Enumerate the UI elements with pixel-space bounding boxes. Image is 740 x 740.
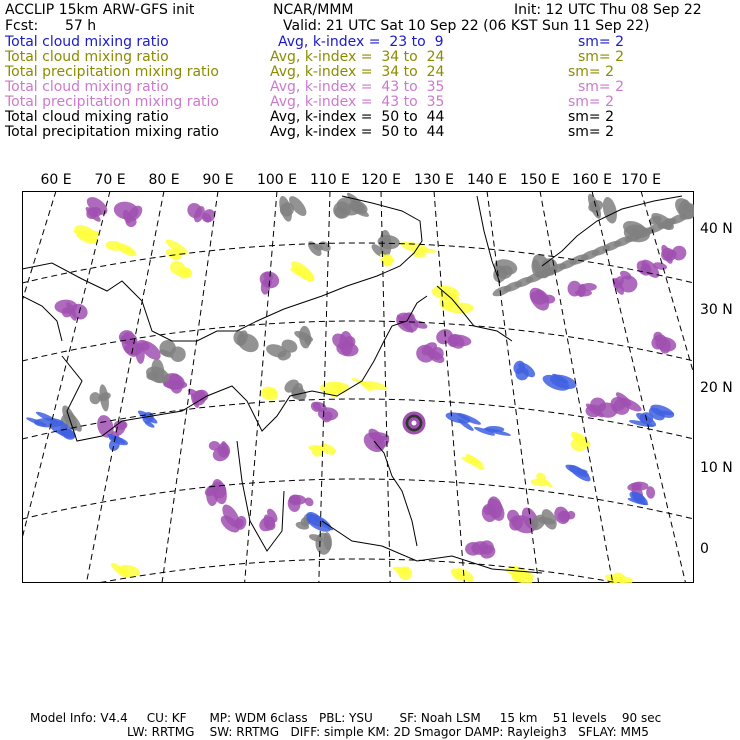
legend-smoothing: sm= 2	[568, 109, 615, 125]
model-title: ACCLIP 15km ARW-GFS init	[5, 2, 195, 18]
typhoon-marker	[404, 413, 424, 433]
legend-smoothing: sm= 2	[578, 49, 625, 65]
latitude-tick-label: 30 N	[700, 302, 733, 318]
longitude-tick-label: 170 E	[620, 172, 662, 188]
legend-range: Avg, k-index = 34 to 24	[270, 49, 445, 65]
legend-range: Avg, k-index = 34 to 24	[270, 64, 445, 80]
legend-smoothing: sm= 2	[578, 79, 625, 95]
legend-smoothing: sm= 2	[568, 64, 615, 80]
longitude-tick-label: 120 E	[360, 172, 402, 188]
legend-range: Avg, k-index = 43 to 35	[270, 79, 445, 95]
legend-smoothing: sm= 2	[568, 124, 615, 140]
longitude-tick-label: 110 E	[309, 172, 351, 188]
forecast-hours: 57 h	[65, 18, 97, 34]
init-time: Init: 12 UTC Thu 08 Sep 22	[514, 2, 702, 18]
longitude-tick-label: 100 E	[256, 172, 298, 188]
longitude-tick-label: 90 E	[202, 172, 234, 188]
legend-field: Total cloud mixing ratio	[5, 109, 169, 125]
valid-time: Valid: 21 UTC Sat 10 Sep 22 (06 KST Sun 11 Sep 22)	[283, 18, 650, 34]
latitude-tick-label: 20 N	[700, 380, 733, 396]
legend-field: Total precipitation mixing ratio	[5, 94, 219, 110]
legend-range: Avg, k-index = 43 to 35	[270, 94, 445, 110]
map-panel	[22, 191, 694, 583]
longitude-tick-label: 160 E	[571, 172, 613, 188]
latitude-tick-label: 0	[700, 541, 709, 557]
legend-field: Total precipitation mixing ratio	[5, 64, 219, 80]
latitude-tick-label: 40 N	[700, 221, 733, 237]
footer-model-info: Model Info: V4.4 CU: KF MP: WDM 6class PBL: YSU SF: Noah LSM 15 km 51 levels 90 sec	[30, 711, 662, 725]
legend-field: Total cloud mixing ratio	[5, 34, 169, 50]
legend-smoothing: sm= 2	[578, 34, 625, 50]
longitude-tick-label: 130 E	[413, 172, 455, 188]
legend-range: Avg, k-index = 50 to 44	[270, 124, 445, 140]
legend-range: Avg, k-index = 23 to 9	[278, 34, 444, 50]
legend-field: Total cloud mixing ratio	[5, 49, 169, 65]
longitude-tick-label: 150 E	[519, 172, 561, 188]
footer-physics: LW: RRTMG SW: RRTMG DIFF: simple KM: 2D Smagor DAMP: Rayleigh3 SFLAY: MM5	[127, 725, 649, 739]
legend-smoothing: sm= 2	[568, 94, 615, 110]
longitude-tick-label: 60 E	[40, 172, 72, 188]
legend-range: Avg, k-index = 50 to 44	[270, 109, 445, 125]
forecast-label: Fcst:	[5, 18, 39, 34]
longitude-tick-label: 140 E	[466, 172, 508, 188]
legend-field: Total cloud mixing ratio	[5, 79, 169, 95]
latitude-tick-label: 10 N	[700, 460, 733, 476]
longitude-tick-label: 80 E	[148, 172, 180, 188]
legend-field: Total precipitation mixing ratio	[5, 124, 219, 140]
org-label: NCAR/MMM	[273, 2, 354, 18]
longitude-tick-label: 70 E	[94, 172, 126, 188]
